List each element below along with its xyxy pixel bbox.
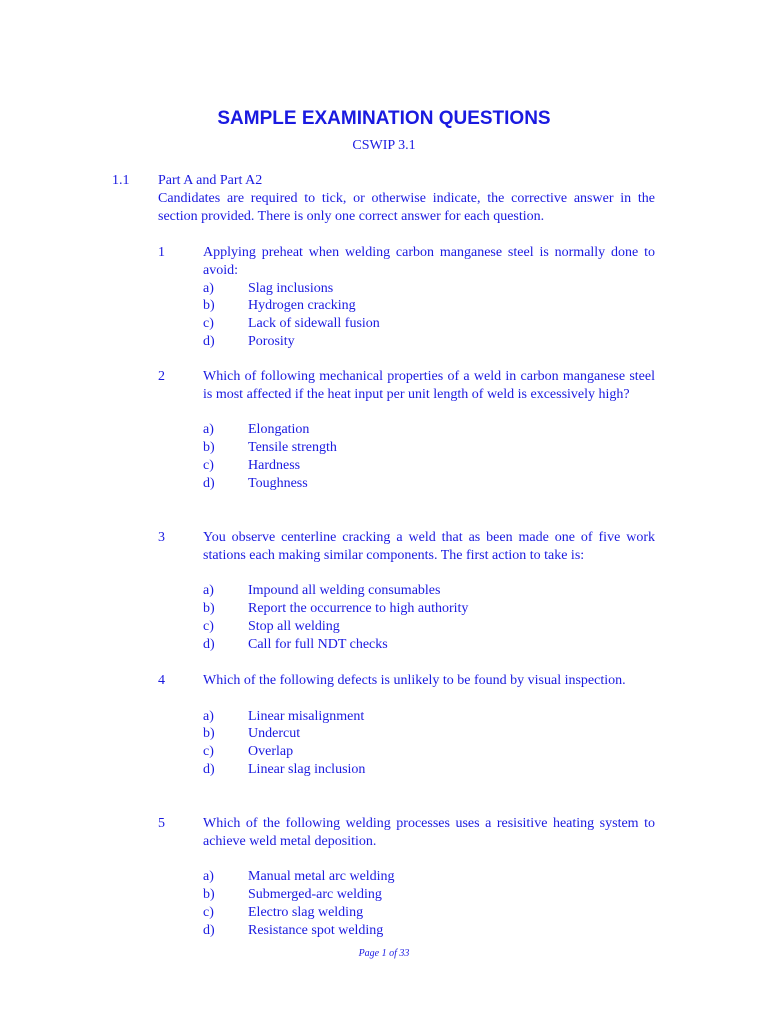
answer-options [203, 280, 655, 351]
option-text: Elongation [248, 422, 310, 438]
option-text: Porosity [248, 333, 295, 349]
option-letter: b) [203, 440, 215, 456]
option-letter: a) [203, 583, 214, 599]
answer-option[interactable] [203, 904, 655, 922]
question-1 [158, 244, 655, 351]
question-4 [158, 672, 655, 779]
answer-option[interactable] [203, 421, 655, 439]
question-5 [158, 815, 655, 940]
answer-option[interactable] [203, 636, 655, 654]
option-text: Hydrogen cracking [248, 298, 356, 314]
option-letter: a) [203, 280, 214, 296]
option-letter: a) [203, 869, 214, 885]
option-letter: d) [203, 922, 215, 938]
section-instructions: Candidates are required to tick, or otherwise indicate, the corrective answer in the section provided. There is only one correct answer for each question. [158, 190, 655, 224]
answer-option[interactable] [203, 600, 655, 618]
question-number: 5 [158, 816, 165, 831]
option-text: Manual metal arc welding [248, 869, 395, 885]
option-letter: c) [203, 744, 214, 760]
option-text: Submerged-arc welding [248, 887, 382, 903]
page-title: SAMPLE EXAMINATION QUESTIONS [217, 108, 551, 129]
option-text: Slag inclusions [248, 280, 334, 296]
question-number: 3 [158, 530, 165, 545]
option-letter: b) [203, 726, 215, 742]
option-letter: d) [203, 333, 215, 349]
answer-option[interactable] [203, 725, 655, 743]
option-letter: c) [203, 457, 214, 473]
option-text: Report the occurrence to high authority [248, 601, 469, 617]
question-text: You observe centerline cracking a weld that as been made one of five work stations each making similar components. The first action to take is: [203, 530, 655, 563]
option-letter: a) [203, 708, 214, 724]
answer-options [203, 421, 655, 492]
question-number: 1 [158, 245, 165, 260]
question-2 [158, 368, 655, 493]
option-letter: b) [203, 298, 215, 314]
answer-option[interactable] [203, 618, 655, 636]
answer-option[interactable] [203, 743, 655, 761]
answer-option[interactable] [203, 761, 655, 779]
option-text: Overlap [248, 744, 294, 760]
answer-option[interactable] [203, 333, 655, 351]
answer-options [203, 708, 655, 779]
answer-option[interactable] [203, 280, 655, 298]
answer-option[interactable] [203, 886, 655, 904]
answer-option[interactable] [203, 922, 655, 940]
option-letter: d) [203, 761, 215, 777]
option-text: Linear slag inclusion [248, 761, 366, 777]
option-letter: d) [203, 636, 215, 652]
answer-option[interactable] [203, 457, 655, 475]
answer-option[interactable] [203, 868, 655, 886]
question-number: 4 [158, 673, 165, 688]
answer-option[interactable] [203, 439, 655, 457]
page-number-footer: Page 1 of 33 [358, 948, 410, 959]
answer-options [203, 582, 655, 653]
option-letter: b) [203, 601, 215, 617]
option-letter: c) [203, 904, 214, 920]
option-text: Linear misalignment [248, 708, 365, 724]
option-text: Toughness [248, 475, 308, 491]
answer-option[interactable] [203, 582, 655, 600]
answer-option[interactable] [203, 475, 655, 493]
option-letter: a) [203, 422, 214, 438]
answer-option[interactable] [203, 708, 655, 726]
option-text: Call for full NDT checks [248, 636, 388, 652]
option-letter: c) [203, 618, 214, 634]
option-text: Impound all welding consumables [248, 583, 441, 599]
option-text: Lack of sidewall fusion [248, 316, 380, 332]
question-number: 2 [158, 369, 165, 384]
section-block [158, 172, 655, 225]
option-text: Hardness [248, 457, 301, 473]
question-text: Applying preheat when welding carbon manganese steel is normally done to avoid: [203, 245, 655, 278]
option-letter: d) [203, 475, 215, 491]
page-subtitle: CSWIP 3.1 [352, 138, 416, 153]
question-text: Which of the following welding processes uses a resisitive heating system to achieve weld metal deposition. [203, 816, 655, 849]
option-text: Tensile strength [248, 440, 337, 456]
option-text: Resistance spot welding [248, 922, 384, 938]
option-letter: c) [203, 316, 214, 332]
answer-option[interactable] [203, 315, 655, 333]
answer-option[interactable] [203, 297, 655, 315]
question-3 [158, 529, 655, 654]
option-text: Electro slag welding [248, 904, 364, 920]
option-letter: b) [203, 887, 215, 903]
option-text: Stop all welding [248, 618, 340, 634]
option-text: Undercut [248, 726, 301, 742]
question-text: Which of following mechanical properties of a weld in carbon manganese steel is most affected if the heat input per unit length of weld is excessively high? [203, 369, 655, 402]
question-text: Which of the following defects is unlikely to be found by visual inspection. [203, 673, 626, 688]
answer-options [203, 868, 655, 939]
section-heading: Part A and Part A2 [158, 173, 263, 188]
section-number: 1.1 [112, 173, 130, 188]
